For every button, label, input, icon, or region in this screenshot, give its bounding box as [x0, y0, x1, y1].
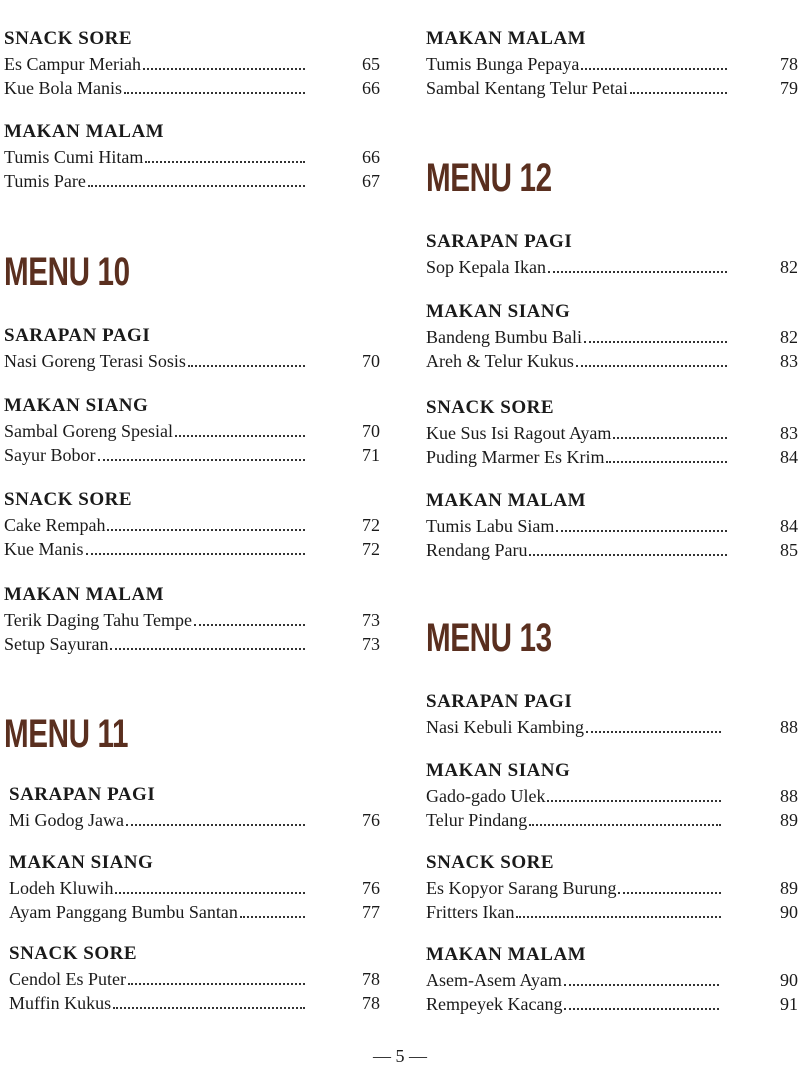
dish-name: Kue Bola Manis: [4, 78, 122, 98]
page-ref: 70: [362, 421, 380, 441]
section-title: SARAPAN PAGI: [426, 231, 573, 252]
dish-name: Tumis Pare: [4, 171, 86, 191]
toc-entry[interactable]: [4, 419, 380, 443]
dot-leader: [98, 459, 306, 461]
toc-entry[interactable]: [4, 145, 380, 169]
toc-entry[interactable]: [4, 52, 380, 76]
dot-leader: [586, 731, 721, 733]
toc-entry[interactable]: [426, 52, 798, 76]
dot-leader: [240, 916, 305, 918]
dot-leader: [556, 530, 727, 532]
dot-leader: [110, 648, 305, 650]
dish-name: Muffin Kukus: [9, 993, 112, 1013]
section-title: SARAPAN PAGI: [426, 691, 573, 712]
dish-name: Tumis Bunga Pepaya: [426, 54, 580, 74]
toc-entry[interactable]: [426, 445, 798, 469]
toc-entry[interactable]: [426, 808, 798, 832]
dish-name: Sambal Kentang Telur Petai: [426, 78, 628, 98]
dot-leader: [576, 365, 727, 367]
section-snack-sore: [4, 489, 380, 561]
section-title: MAKAN SIANG: [426, 760, 571, 781]
section-title: SARAPAN PAGI: [9, 784, 156, 805]
page-ref: 88: [780, 786, 798, 806]
page-ref: 76: [362, 878, 380, 898]
dish-name: Tumis Cumi Hitam: [4, 147, 144, 167]
dish-name: Asem-Asem Ayam: [426, 970, 562, 990]
dot-leader: [143, 68, 305, 70]
dot-leader: [107, 529, 305, 531]
toc-entry[interactable]: [4, 349, 380, 373]
section-makan-siang: [426, 301, 798, 373]
page-ref: 85: [780, 540, 798, 560]
dish-name: Rempeyek Kacang: [426, 994, 563, 1014]
toc-entry[interactable]: [4, 169, 380, 193]
dish-name: Bandeng Bumbu Bali: [426, 327, 582, 347]
dish-name: Kue Sus Isi Ragout Ayam: [426, 423, 612, 443]
page-ref: 66: [362, 78, 380, 98]
dot-leader: [581, 68, 727, 70]
toc-entry[interactable]: [426, 514, 798, 538]
section-title: MAKAN MALAM: [4, 584, 165, 605]
section-title: SNACK SORE: [4, 28, 132, 49]
toc-entry[interactable]: [9, 967, 380, 991]
dish-name: Fritters Ikan: [426, 902, 515, 922]
section-snack-sore: [9, 943, 380, 1015]
dot-leader: [564, 1008, 719, 1010]
dish-name: Mi Godog Jawa: [9, 810, 124, 830]
toc-entry[interactable]: [9, 876, 380, 900]
section-title: MAKAN SIANG: [9, 852, 154, 873]
toc-entry[interactable]: [9, 991, 380, 1015]
section-title: SNACK SORE: [4, 489, 132, 510]
dot-leader: [613, 437, 727, 439]
page-ref: 82: [780, 327, 798, 347]
toc-entry[interactable]: [9, 900, 380, 924]
page-ref: 88: [780, 717, 798, 737]
page-ref: 91: [780, 994, 798, 1014]
dish-name: Telur Pindang: [426, 810, 528, 830]
dot-leader: [529, 554, 727, 556]
dish-name: Sop Kepala Ikan: [426, 257, 546, 277]
page-ref: 79: [780, 78, 798, 98]
page-ref: 90: [780, 970, 798, 990]
page-ref: 84: [780, 516, 798, 536]
page-ref: 90: [780, 902, 798, 922]
section-makan-siang: [9, 852, 380, 924]
section-makan-malam: [426, 28, 798, 100]
page-ref: 89: [780, 810, 798, 830]
toc-entry[interactable]: [426, 784, 798, 808]
dish-name: Setup Sayuran: [4, 634, 109, 654]
dot-leader: [194, 624, 305, 626]
page-ref: 71: [362, 445, 380, 465]
page-ref: 89: [780, 878, 798, 898]
toc-entry[interactable]: [426, 992, 798, 1016]
menu-heading: MENU 12: [426, 156, 552, 200]
page-ref: 72: [362, 515, 380, 535]
toc-entry[interactable]: [4, 513, 380, 537]
page-ref: 83: [780, 351, 798, 371]
dish-name: Rendang Paru: [426, 540, 528, 560]
dish-name: Nasi Kebuli Kambing: [426, 717, 584, 737]
dot-leader: [88, 185, 305, 187]
section-makan-malam: [426, 944, 798, 1016]
section-snack-sore: [426, 852, 798, 924]
dot-leader: [606, 461, 727, 463]
menu-heading: MENU 11: [4, 712, 129, 756]
dot-leader: [145, 161, 305, 163]
dot-leader: [516, 916, 721, 918]
section-title: SNACK SORE: [426, 397, 554, 418]
dish-name: Sambal Goreng Spesial: [4, 421, 173, 441]
toc-entry[interactable]: [426, 538, 798, 562]
dish-name: Kue Manis: [4, 539, 84, 559]
section-makan-malam: [4, 584, 380, 656]
toc-entry[interactable]: [4, 608, 380, 632]
dish-name: Cake Rempah: [4, 515, 106, 535]
dot-leader: [175, 435, 305, 437]
dot-leader: [630, 92, 727, 94]
toc-entry[interactable]: [426, 900, 798, 924]
toc-entry[interactable]: [9, 808, 380, 832]
page-ref: 73: [362, 610, 380, 630]
section-makan-siang: [4, 395, 380, 467]
section-title: MAKAN SIANG: [4, 395, 149, 416]
toc-entry[interactable]: [426, 255, 798, 279]
dot-leader: [547, 800, 721, 802]
toc-entry[interactable]: [4, 76, 380, 100]
page-ref: 70: [362, 351, 380, 371]
toc-entry[interactable]: [426, 968, 798, 992]
dot-leader: [124, 92, 305, 94]
page-ref: 77: [362, 902, 380, 922]
page-ref: 72: [362, 539, 380, 559]
toc-entry[interactable]: [4, 443, 380, 467]
dot-leader: [126, 824, 305, 826]
page-ref: 78: [362, 969, 380, 989]
toc-entry[interactable]: [4, 632, 380, 656]
dot-leader: [548, 271, 727, 273]
toc-entry[interactable]: [4, 537, 380, 561]
dish-name: Puding Marmer Es Krim: [426, 447, 605, 467]
dot-leader: [113, 1007, 305, 1009]
toc-entry[interactable]: [426, 876, 798, 900]
dish-name: Es Campur Meriah: [4, 54, 141, 74]
dish-name: Sayur Bobor: [4, 445, 96, 465]
dot-leader: [128, 983, 305, 985]
menu-heading: MENU 10: [4, 250, 130, 294]
dish-name: Cendol Es Puter: [9, 969, 126, 989]
section-title: MAKAN MALAM: [426, 28, 587, 49]
section-title: MAKAN MALAM: [426, 944, 587, 965]
section-title: SNACK SORE: [9, 943, 137, 964]
page-ref: 65: [362, 54, 380, 74]
section-title: SARAPAN PAGI: [4, 325, 151, 346]
toc-entry[interactable]: [426, 325, 798, 349]
dish-name: Lodeh Kluwih: [9, 878, 114, 898]
page-ref: 76: [362, 810, 380, 830]
dot-leader: [115, 892, 305, 894]
section-title: MAKAN MALAM: [426, 490, 587, 511]
page-ref: 78: [780, 54, 798, 74]
dish-name: Es Kopyor Sarang Burung: [426, 878, 617, 898]
toc-entry[interactable]: [426, 76, 798, 100]
section-makan-malam: [4, 121, 380, 193]
page-ref: 73: [362, 634, 380, 654]
dish-name: Ayam Panggang Bumbu Santan: [9, 902, 238, 922]
section-sarapan-pagi: [4, 325, 380, 373]
menu-heading: MENU 13: [426, 616, 552, 660]
page-ref: 78: [362, 993, 380, 1013]
dish-name: Areh & Telur Kukus: [426, 351, 574, 371]
page-ref: 83: [780, 423, 798, 443]
page-ref: 66: [362, 147, 380, 167]
dish-name: Tumis Labu Siam: [426, 516, 555, 536]
section-sarapan-pagi: [426, 691, 798, 739]
toc-entry[interactable]: [426, 349, 798, 373]
toc-entry[interactable]: [426, 421, 798, 445]
page-ref: 67: [362, 171, 380, 191]
page-ref: 84: [780, 447, 798, 467]
dish-name: Terik Daging Tahu Tempe: [4, 610, 193, 630]
dish-name: Gado-gado Ulek: [426, 786, 546, 806]
dish-name: Nasi Goreng Terasi Sosis: [4, 351, 186, 371]
page-ref: 82: [780, 257, 798, 277]
dot-leader: [584, 341, 727, 343]
dot-leader: [86, 553, 306, 555]
page-number: — 5 —: [373, 1046, 427, 1066]
section-makan-malam: [426, 490, 798, 562]
section-snack-sore: [426, 397, 798, 469]
dot-leader: [188, 365, 305, 367]
section-title: SNACK SORE: [426, 852, 554, 873]
section-sarapan-pagi: [426, 231, 798, 279]
dot-leader: [564, 984, 719, 986]
section-title: MAKAN SIANG: [426, 301, 571, 322]
section-makan-siang: [426, 760, 798, 832]
section-sarapan-pagi: [9, 784, 380, 832]
section-snack-sore: [4, 28, 380, 100]
dot-leader: [618, 892, 721, 894]
dot-leader: [529, 824, 721, 826]
section-title: MAKAN MALAM: [4, 121, 165, 142]
toc-entry[interactable]: [426, 715, 798, 739]
